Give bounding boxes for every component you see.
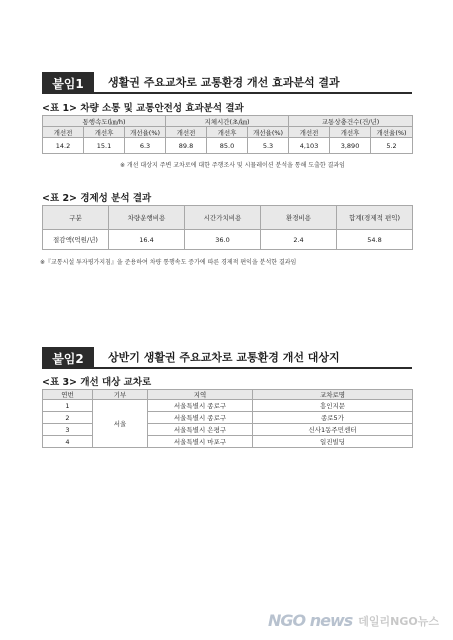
- table1-subheader: 개선율(%): [248, 127, 289, 138]
- table1-subheader: 개선전: [166, 127, 207, 138]
- table1-group-header: 교통상충건수(건/년): [289, 116, 413, 127]
- table3-intersection-cell: 흥인지문: [253, 400, 413, 412]
- watermark-text: 데일리NGO뉴스: [358, 614, 439, 628]
- section2-badge: 붙임2: [42, 347, 94, 369]
- table1-value-cell: 15.1: [84, 138, 125, 154]
- table2-header: 구분: [43, 206, 109, 230]
- table2-header: 차량운행비용: [109, 206, 185, 230]
- table1-value-cell: 3,890: [330, 138, 371, 154]
- section1-title: 생활권 주요교차로 교통환경 개선 효과분석 결과: [94, 72, 412, 94]
- table3-row-number: 1: [43, 400, 93, 412]
- table1-value-cell: 5.3: [248, 138, 289, 154]
- table1-value-cell: 89.8: [166, 138, 207, 154]
- table1-group-header: 통행속도(㎞/h): [43, 116, 166, 127]
- table3-caption: <표 3> 개선 대상 교차로: [42, 377, 152, 388]
- table2-value-cell: 16.4: [109, 230, 185, 250]
- table3-intersection-cell: 종로5가: [253, 412, 413, 424]
- table1-subheader: 개선율(%): [125, 127, 166, 138]
- table3-region-cell: 서울특별시 은평구: [148, 424, 253, 436]
- section1-header: [42, 72, 412, 94]
- table3-header: 연번: [43, 390, 93, 400]
- table3-region-cell: 서울특별시 종로구: [148, 412, 253, 424]
- table3-intersection-cell: 일진빌딩: [253, 436, 413, 448]
- table3: [42, 389, 413, 448]
- table2-value-cell: 54.8: [337, 230, 413, 250]
- table3-region-cell: 서울특별시 종로구: [148, 400, 253, 412]
- table3-header: 기부: [93, 390, 148, 400]
- table1-subheader: 개선율(%): [371, 127, 413, 138]
- table3-row-number: 2: [43, 412, 93, 424]
- table2-value-cell: 36.0: [185, 230, 261, 250]
- table3-header: 지역: [148, 390, 253, 400]
- table3-header: 교차로명: [253, 390, 413, 400]
- table2-row-label: 절감액(억원/년): [43, 230, 109, 250]
- table2-header: 시간가치비용: [185, 206, 261, 230]
- table3-row-number: 3: [43, 424, 93, 436]
- table1-value-cell: 5.2: [371, 138, 413, 154]
- table1-subheader: 개선전: [43, 127, 84, 138]
- watermark-logo: [268, 611, 439, 630]
- section2-title: 상반기 생활권 주요교차로 교통환경 개선 대상지: [94, 347, 412, 369]
- table2-note: ※『교통시설 투자평가지침』을 준용하여 차량 통행속도 증가에 따른 경제적 편익을 분석한 결과임: [40, 259, 297, 266]
- ngo-news-logo-icon: NGO news: [268, 611, 353, 630]
- table1-value-cell: 85.0: [207, 138, 248, 154]
- table1-note: ※ 개선 대상지 주변 교차로에 대한 주행조사 및 시뮬레이션 분석을 통해 도출한 결과임: [120, 162, 345, 169]
- table3-row-number: 4: [43, 436, 93, 448]
- table1-subheader: 개선후: [207, 127, 248, 138]
- table2-value-cell: 2.4: [261, 230, 337, 250]
- section1-badge: 붙임1: [42, 72, 94, 94]
- table2: [42, 205, 413, 250]
- table1-subheader: 개선전: [289, 127, 330, 138]
- table1-group-header: 지체시간(초/㎞): [166, 116, 289, 127]
- table1-value-cell: 6.3: [125, 138, 166, 154]
- table1-caption: <표 1> 차량 소통 및 교통안전성 효과분석 결과: [42, 103, 244, 114]
- table2-header: 환경비용: [261, 206, 337, 230]
- table1-value-cell: 14.2: [43, 138, 84, 154]
- table1-value-cell: 4,103: [289, 138, 330, 154]
- table1-subheader: 개선후: [330, 127, 371, 138]
- table1: [42, 115, 413, 154]
- table3-region-cell: 서울특별시 마포구: [148, 436, 253, 448]
- table2-header: 합계(경제적 편익): [337, 206, 413, 230]
- table3-intersection-cell: 신사1동주민센터: [253, 424, 413, 436]
- table3-group-cell: 서울: [93, 400, 148, 448]
- table1-subheader: 개선후: [84, 127, 125, 138]
- table2-caption: <표 2> 경제성 분석 결과: [42, 193, 152, 204]
- section2-header: [42, 347, 412, 369]
